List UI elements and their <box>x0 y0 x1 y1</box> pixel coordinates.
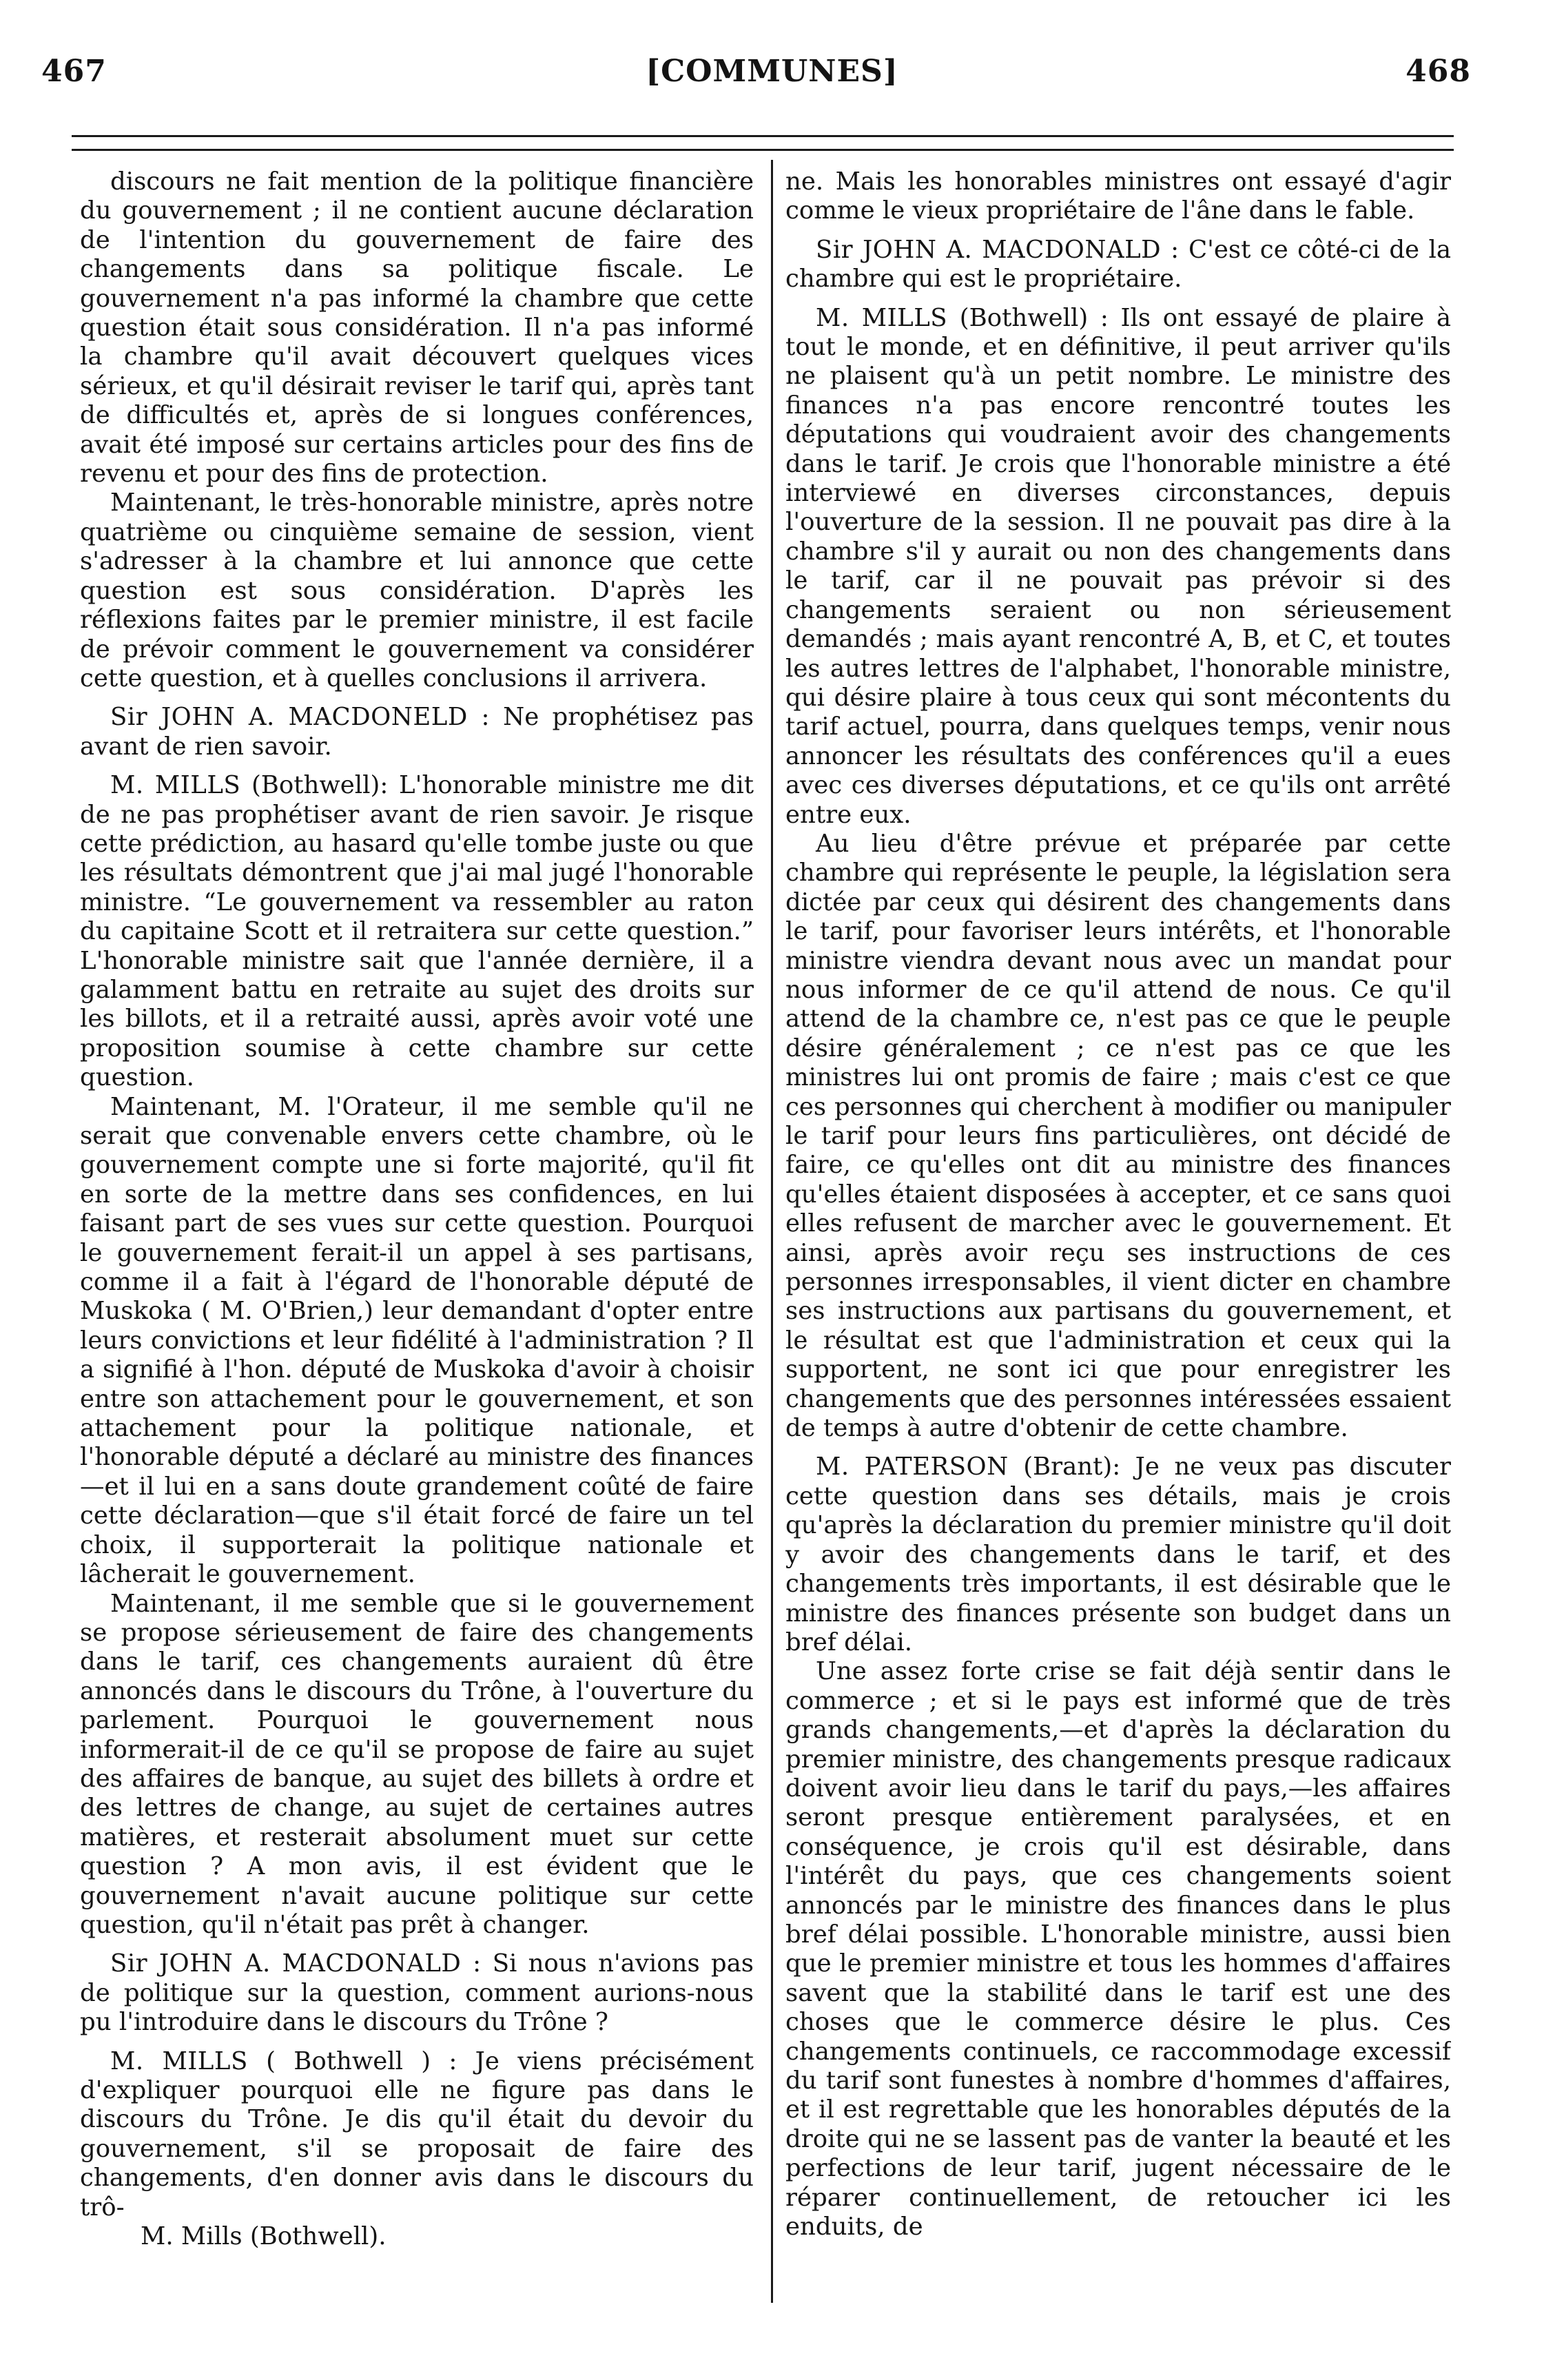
paragraph-text: Ne prophétisez pas avant de rien savoir. <box>80 703 754 761</box>
paragraph <box>785 1453 1451 1657</box>
section-title: [COMMUNES] <box>646 54 898 89</box>
paragraph-text: Au lieu d'être prévue et préparée par cette chambre qui représente le peuple, la législation sera dictée par ceux qui désirent des changements dans le tarif, pour favoriser leurs intérêts, et l'honorable ministre viendra devant nous avec un mandat pour nous informer de ce qu'il attend de nous. Ce qu'il attend de la chambre ce, n'est pas ce que le peuple désire généralement ; ce n'est pas ce que les ministres lui ont promis de faire ; mais c'est ce que ces personnes qui cherchent à modifier ou manipuler le tarif pour leurs fins particulières, ont décidé de faire, ce qu'elles ont dit au ministre des finances qu'elles étaient disposées à accepter, et ce sans quoi elles refusent de marcher avec le gouvernement. Et ainsi, après avoir reçu ses instructions de ces personnes irresponsables, il vient dicter en chambre ses instructions aux partisans du gouvernement, et le résultat est que l'administration et ceux qui la supportent, ne sont ici que pour enregistrer les changements que des personnes intéressées essaient de temps à autre d'obtenir de cette chambre. <box>785 829 1451 1443</box>
paragraph <box>80 703 754 761</box>
page-footer: M. Mills (Bothwell). <box>141 2222 387 2251</box>
column-divider <box>771 160 773 2303</box>
paragraph-text: (Bothwell) : Ils ont essayé de plaire à tout le monde, et en définitive, il peut arriver qu'ils ne plaisent qu'à un petit nombre. Le ministre des finances n'a pas encore rencontré toutes les députations qui voudraient avoir des changements dans le tarif. Je crois que l'honorable ministre a été interviewé en diverses circonstances, depuis l'ouverture de la session. Il ne pouvait pas dire à la chambre s'il y aurait ou non des changements dans le tarif, car il ne pouvait pas prévoir si des changements seraient ou non sérieusement demandés ; mais ayant rencontré A, B, et C, et toutes les autres lettres de l'alphabet, l'honorable ministre, qui désire plaire à tous ceux qui sont mécontents du tarif actuel, pourra, dans quelques temps, venir nous annoncer les résultats des conférences qu'il a eues avec ces diverses députations, et ce qu'ils ont arrêté entre eux. <box>785 303 1451 829</box>
paragraph <box>785 236 1451 294</box>
paragraph-text: Si nous n'avions pas de politique sur la question, comment aurions-nous pu l'introduire dans le discours du Trône ? <box>80 1949 754 2037</box>
speaker-name: Sir JOHN A. MACDONALD : <box>816 235 1180 264</box>
speaker-name: Sir JOHN A. MACDONALD : <box>110 1949 482 1978</box>
left-column <box>80 167 754 2317</box>
paragraph <box>785 167 1451 226</box>
paragraph <box>80 1093 754 1590</box>
right-column <box>785 167 1451 2317</box>
paragraph-text: (Brant): Je ne veux pas discuter cette question dans ses détails, mais je crois qu'après la déclaration du premier ministre qu'il doit y avoir des changements dans le tarif, et des changements très importants, il est désirable que le ministre des finances présente son budget dans un bref délai. <box>785 1453 1451 1656</box>
page-number-left: 467 <box>41 54 107 89</box>
paragraph-text: discours ne fait mention de la politique financière du gouvernement ; il ne contient aucune déclaration de l'intention du gouvernement de faire des changements dans sa politique fiscale. Le gouvernement n'a pas informé la chambre que cette question était sous considération. Il n'a pas informé la chambre qu'il avait découvert quelques vices sérieux, et qu'il désirait reviser le tarif qui, après tant de difficultés et, après de si longues conférences, avait été imposé sur certains articles pour des fins de revenu et pour des fins de protection. <box>80 167 754 489</box>
speaker-name: M. PATERSON <box>816 1453 1009 1481</box>
header-rule-bottom <box>72 149 1454 151</box>
paragraph-text: Maintenant, il me semble que si le gouvernement se propose sérieusement de faire des changements dans le tarif, ces changements auraient dû être annoncés dans le discours du Trône, à l'ouverture du parlement. Pourquoi le gouvernement nous informerait-il de ce qu'il se propose de faire au sujet des affaires de banque, au sujet des billets à ordre et des lettres de change, au sujet de certaines autres matières, et resterait absolument muet sur cette question ? A mon avis, il est évident que le gouvernement n'avait aucune politique sur cette question, qu'il n'était pas prêt à changer. <box>80 1589 754 1939</box>
paragraph <box>80 1590 754 1940</box>
paragraph-text: C'est ce côté-ci de la chambre qui est le propriétaire. <box>785 235 1451 294</box>
paragraph-text: (Bothwell): L'honorable ministre me dit de ne pas prophétiser avant de rien savoir. Je risque cette prédiction, au hasard qu'elle tombe juste ou que les résultats démontrent que j'ai mal jugé l'honorable ministre. “Le gouvernement va ressembler au raton du capitaine Scott et il retraitera sur cette question.” L'honorable ministre sait que l'année dernière, il a galamment battu en retraite au sujet des droits sur les billots, et il a retraité aussi, après avoir voté une proposition soumise à cette chambre sur cette question. <box>80 771 754 1092</box>
paragraph-text: Maintenant, M. l'Orateur, il me semble qu'il ne serait que convenable envers cette chambre, où le gouvernement compte une si forte majorité, qu'il fit en sorte de la mettre dans ses confidences, en lui faisant part de ses vues sur cette question. Pourquoi le gouvernement ferait-il un appel à ses partisans, comme il a fait à l'égard de l'honorable député de Muskoka ( M. O'Brien,) leur demandant d'opter entre leurs convictions et leur fidélité à l'administration ? Il a signifié à l'hon. député de Muskoka d'avoir à choisir entre son attachement pour le gouvernement, et son attachement pour la politique nationale, et l'honorable député a déclaré au ministre des finances—et il lui en a sans doute grandement coûté de faire cette déclaration—que s'il était forcé de faire un tel choix, il supporterait la politique nationale et lâcherait le gouvernement. <box>80 1092 754 1589</box>
paragraph <box>80 167 754 489</box>
speaker-name: M. MILLS <box>816 303 948 332</box>
paragraph <box>785 1657 1451 2241</box>
paragraph <box>785 304 1451 830</box>
paragraph-text: Une assez forte crise se fait déjà sentir dans le commerce ; et si le pays est informé que de très grands changements,—et d'après la déclaration du premier ministre, des changements presque radicaux doivent avoir lieu dans le tarif du pays,—les affaires seront presque entièrement paralysées, et en conséquence, je crois qu'il est désirable, dans l'intérêt du pays, que ces changements soient annoncés par le ministre des finances dans le plus bref délai possible. L'honorable ministre, aussi bien que le premier ministre et tous les hommes d'affaires savent que la stabilité dans le tarif est une des choses que le commerce désire le plus. Ces changements continuels, ce raccommodage excessif du tarif sont funestes à nombre d'hommes d'affaires, et il est regrettable que les honorables députés de la droite qui ne se lassent pas de vanter la beauté et les perfections de leur tarif, jugent nécessaire de le réparer continuellement, de retoucher ici les enduits, de <box>785 1657 1451 2241</box>
paragraph <box>785 830 1451 1444</box>
paragraph <box>80 771 754 1092</box>
paragraph-text: ne. Mais les honorables ministres ont essayé d'agir comme le vieux propriétaire de l'âne dans le fable. <box>785 167 1451 225</box>
speaker-name: M. MILLS <box>110 771 241 800</box>
paragraph-text: Maintenant, le très-honorable ministre, après notre quatrième ou cinquième semaine de session, vient s'adresser à la chambre et lui annonce que cette question est sous considération. D'après les réflexions faites par le premier ministre, il est facile de prévoir comment le gouvernement va considérer cette question, et à quelles conclusions il arrivera. <box>80 489 754 693</box>
paragraph-text: ( Bothwell ) : Je viens précisément d'expliquer pourquoi elle ne figure pas dans le discours du Trône. Je dis qu'il était du devoir du gouvernement, s'il se proposait de faire des changements, d'en donner avis dans le discours du trô- <box>80 2046 754 2222</box>
speaker-name: Sir JOHN A. MACDONELD : <box>110 703 490 732</box>
speaker-name: M. MILLS <box>110 2046 248 2075</box>
page-number-right: 468 <box>1406 54 1471 89</box>
paragraph <box>80 489 754 693</box>
header-rule-top <box>72 135 1454 137</box>
paragraph <box>80 2047 754 2222</box>
paragraph <box>80 1949 754 2037</box>
